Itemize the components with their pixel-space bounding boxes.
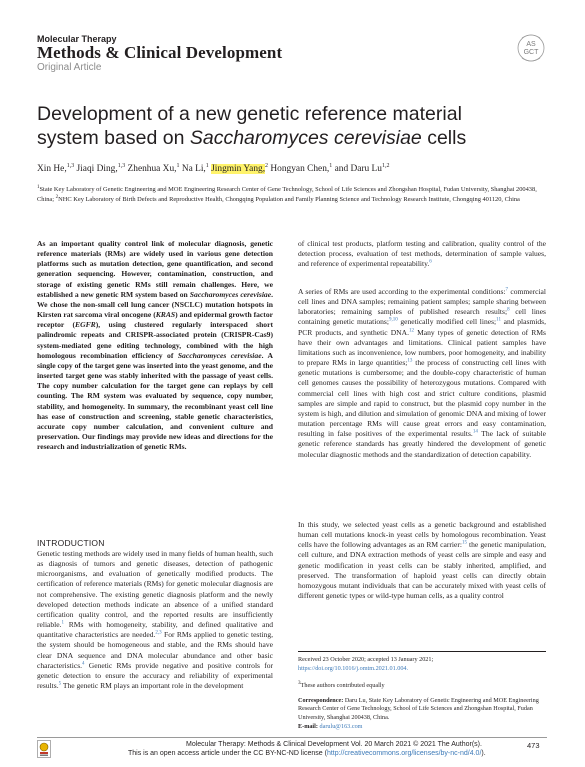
license-link[interactable]: http://creativecommons.org/licenses/by-nc-nd/4.0/ <box>326 750 482 757</box>
author[interactable]: Hongyan Chen,$^1$ <box>270 162 333 174</box>
equal-contribution-note: $^3$These authors contributed equally <box>298 680 385 690</box>
citation-link[interactable]: 12 <box>408 328 414 334</box>
affiliations: $^1$State Key Laboratory of Genetic Engineering and MOE Engineering Research Center of Gene Technology, School of Life Sciences and Zhongshan Hospital, Fudan University, Shanghai 200438, China; $^2$NHC Key Laboratory of Birth Defects and Reproductive Health, Chongqing Population and Family Planning Science and Technology Research Institute, Chongqing 401120, China <box>37 184 537 203</box>
author-highlighted[interactable]: Jingmin Yang,$^2$ <box>211 162 269 174</box>
author[interactable]: Zhenhua Xu,$^1$ <box>127 162 180 174</box>
journal-series-name: Molecular Therapy <box>37 34 117 44</box>
citation-link[interactable]: 11 <box>496 317 501 323</box>
asgct-logo-icon <box>516 30 546 66</box>
citation-link[interactable]: 8 <box>507 307 510 313</box>
body-paragraph-1: of clinical test products, platform testing and calibration, quality control of the detection process, evaluation of test methods, determination of sample values, and reference of experimental repeatability.$^6$ <box>298 239 546 269</box>
citation-link[interactable]: 4 <box>82 661 85 667</box>
article-title: Development of a new genetic reference material system based on Saccharomyces cerevisiae cells <box>37 103 467 149</box>
author[interactable]: Xin He,$^{1,3}$ <box>37 162 75 174</box>
received-dates: Received 23 October 2020; accepted 13 January 2021; <box>298 656 434 663</box>
citation-link[interactable]: 14 <box>472 429 478 435</box>
author-list <box>37 164 547 174</box>
cc-license-icon[interactable] <box>37 740 51 758</box>
citation-link[interactable]: 1 <box>61 620 65 626</box>
abstract: As an important quality control link of molecular diagnosis, genetic reference materials (RMs) are widely used in various gene detection platforms such as mutation detection, gene quantification, and second generation sequencing. However, contamination, construction, and storage of existing genetic RMs still remain challenges. Here, we established a new genetic RM system based on Saccharomyces cerevisiae. We chose the non-small cell lung cancer (NSCLC) mutation hotspots in Kirsten rat sarcoma viral oncogene (KRAS) and epidermal growth factor receptor (EGFR), using clustered regularly interspaced short palindromic repeats and CRISPR-associated protein (CRISPR-Cas9) system-mediated gene editing technology, combined with the high homologous recombination efficiency of Saccharomyces cerevisiae. A single copy of the target gene was inserted into the yeast genome, and the inserted target gene was stably inherited with the passage of yeast cells. The copy number calculation for the target gene can replays by cell counting. The RM system was evaluated by sequence, copy number, stability, and homogeneity. In summary, the recombinant yeast cell line has ease of construction and screening, stable genetic characteristics, accurate copy number calculation, and convenient culture and preservation. Our findings may provide new ideas and directions for the research and industrialization of genetic RMs. <box>37 239 274 452</box>
footnote-divider <box>298 651 546 652</box>
citation-link[interactable]: 15 <box>461 540 467 546</box>
footer-divider <box>37 737 547 738</box>
citation-link[interactable]: 2,3 <box>155 630 162 636</box>
author[interactable]: Na Li,$^1$ <box>181 162 209 174</box>
author[interactable]: and Daru Lu$^{1,2}$ <box>334 162 390 174</box>
svg-text:AS: AS <box>526 41 536 48</box>
introduction-paragraph: Genetic testing methods are widely used in many fields of human health, such as diagnosis of tumors and genetic diseases, detection of pathogenic microorganisms, and evaluation of genetically modified products. The certification of reference materials (RMs) for genetic molecular diagnosis are not comprehensive. The existing genetic diagnosis platform and the newly developed detection methods indicate an absence of a unified standard certification quality control, and the reported results are insufficiently reliable.$^1$ RMs with homogeneity, stability, and defined qualitative and quantitative characteristics are needed.$^{2,3}$ For RMs applied to genetic testing, the system should be homogeneous and stable, and the RMs should have clear DNA sequence and DNA molecular abundance and other basic characteristics.$^4$ Genetic RMs provide negative and positive controls for genetic detection to ensure the accuracy and reliability of experimental results.$^5$ The genetic RM plays an important role in the development <box>37 549 273 691</box>
page-number: 473 <box>527 741 540 750</box>
body-paragraph-2: A series of RMs are used according to the experimental conditions:$^7$ commercial cell lines and DNA samples; remaining patient samples; sample sharing between laboratories; remaining samples of published research results;$^8$ cell lines containing genetic mutations;$^{9,10}$ genetically modified cell lines;$^{11}$ and plasmids, PCR products, and synthetic DNA.$^{12}$ Many types of genetic detection of RMs have their own advantages and limitations. Clinical patient samples have limitations such as inconvenience, low numbers, poor homogeneity, and inability to prepare RMs in large quantities;$^{13}$ the process of constructing cell lines with genetic mutations is cumbersome; and the double-copy characteristic of human cell genomes causes the possibility of heterozygous mutations. Compared with commercial cell lines with high cost and strict culture conditions, plasmid samples are simple and rapid to construct, but the plasmid copy number in the system is high, and dilution and simulation of genomic DNA and mixing of lower mutation percentage RMs will cause great errors and easy contamination, resulting in false positives of the experimental results.$^{14}$ The lack of suitable genetic reference standards has greatly hindered the development of genetic molecular diagnostic methods and the standardization of detection capability. <box>298 287 547 459</box>
correspondence-email: E-mail: darulu@163.com <box>298 722 363 730</box>
citation-link[interactable]: 6 <box>429 259 432 265</box>
journal-name[interactable]: Methods & Clinical Development <box>37 43 283 62</box>
svg-text:GCT: GCT <box>523 49 539 56</box>
correspondence: Correspondence: Daru Lu, State Key Laboratory of Genetic Engineering and MOE Engineering Research Center of Gene Technology, School of Life Sciences and Zhongshan Hospital, Fudan University, Shanghai 200438, China. <box>298 696 539 722</box>
article-type: Original Article <box>37 62 102 73</box>
citation-link[interactable]: 13 <box>407 358 413 364</box>
citation-link[interactable]: 9,10 <box>388 317 398 323</box>
footnotes <box>298 656 546 731</box>
citation-link[interactable]: 7 <box>505 287 509 293</box>
email-link[interactable]: darulu@163.com <box>319 722 363 730</box>
body-paragraph-3: In this study, we selected yeast cells as a genetic background and established human cell mutations knock-in yeast cells by homologous recombination. Yeast cells have the following advantages as an RM carrier:$^{15}$ the genetic manipulation, cell culture, and DNA extraction methods of yeast cells are simple and easy and genetic modification in yeast cells can be stably inherited, amplified, and preserved. The transformation of haploid yeast cells can directly obtain homozygous mutant individuals that can be accurately mixed with yeast cells of different genetic types or wild-type human cells, as a quality control <box>298 520 546 601</box>
citation-link[interactable]: 5 <box>58 681 62 687</box>
section-heading-introduction: INTRODUCTION <box>37 538 105 548</box>
author[interactable]: Jiaqi Ding,$^{1,3}$ <box>76 162 126 174</box>
footer-citation: Molecular Therapy: Methods & Clinical Development Vol. 20 March 2021 © 2021 The Author(s). <box>186 741 482 748</box>
footer-license: This is an open access article under the CC BY-NC-ND license (http://creativecommons.org/licenses/by-nc-nd/4.0/). <box>128 750 486 757</box>
doi-link[interactable]: https://doi.org/10.1016/j.omtm.2021.01.004. <box>298 664 409 672</box>
